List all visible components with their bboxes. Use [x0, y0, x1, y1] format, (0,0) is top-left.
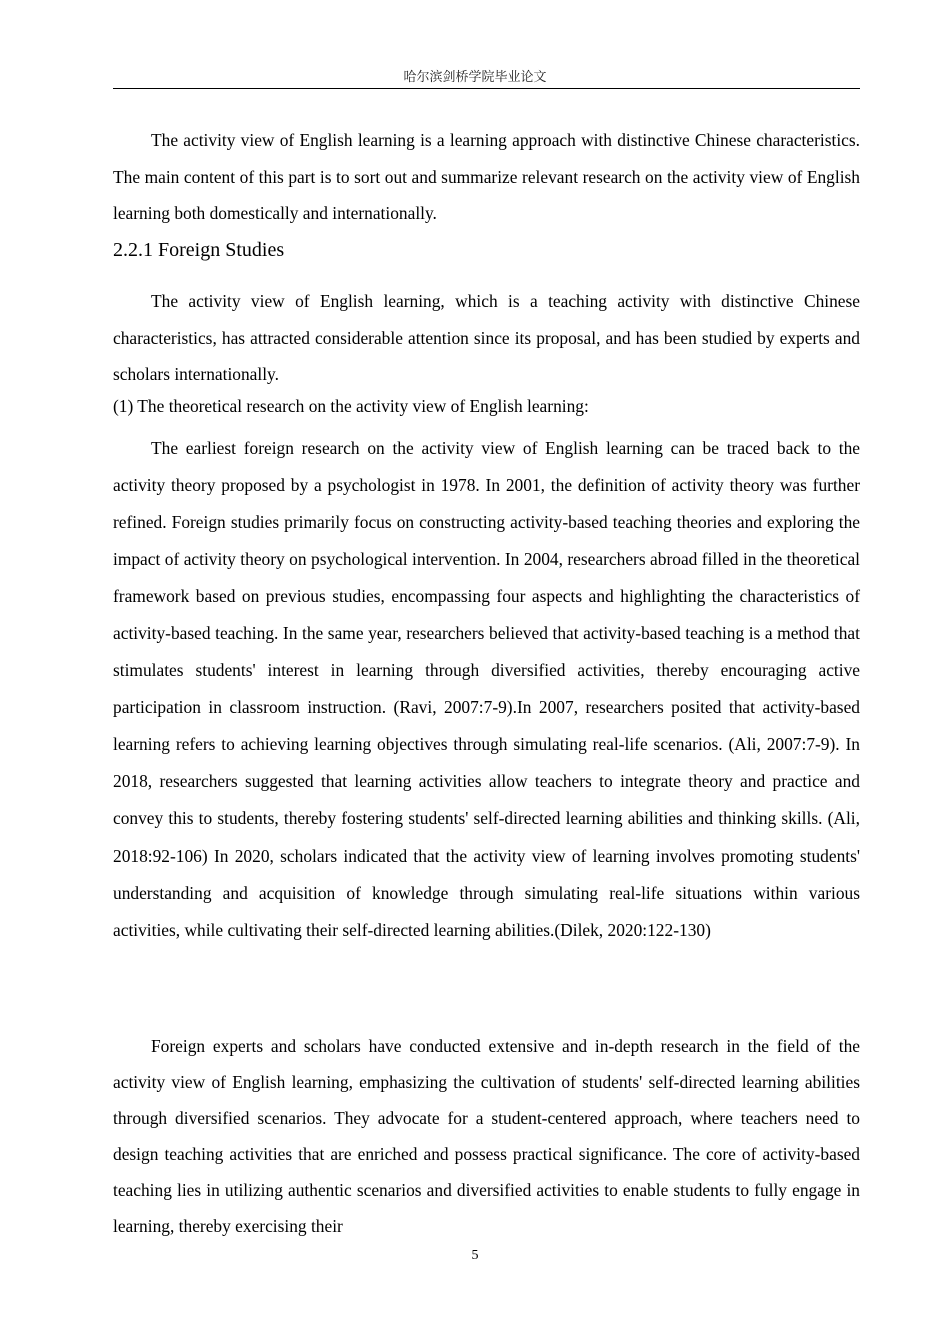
- page-header-title: 哈尔滨剑桥学院毕业论文: [403, 70, 547, 85]
- body-paragraph-1: The activity view of English learning, which is a teaching activity with distinctive Chinese characteristics, has attracted considerable attention since its proposal, and has been studied by experts and scholars internationally.: [113, 291, 860, 384]
- body-paragraph-2: The earliest foreign research on the activity view of English learning can be traced back to the activity theory proposed by a psychologist in 1978. In 2001, the definition of activity theory was further refined. Foreign studies primarily focus on constructing activity-based teaching theories and exploring the impact of activity theory on psychological intervention. In 2004, researchers abroad filled in the theoretical framework based on previous studies, encompassing four aspects and highlighting the characteristics of activity-based teaching. In the same year, researchers believed that activity-based teaching is a method that stimulates students' interest in learning through diversified activities, thereby encouraging active participation in classroom instruction. (Ravi, 2007:7-9).In 2007, researchers posited that activity-based learning refers to achieving learning objectives through simulating real-life scenarios. (Ali, 2007:7-9). In 2018, researchers suggested that learning activities allow teachers to integrate theory and practice and convey this to students, thereby fostering students' self-directed learning abilities and thinking skills. (Ali, 2018:92-106) In 2020, scholars indicated that the activity view of learning involves promoting students' understanding and acquisition of knowledge through simulating real-life situations within various activities, while cultivating their self-directed learning abilities.(Dilek, 2020:122-130): [113, 438, 860, 940]
- body-paragraph-3: Foreign experts and scholars have conducted extensive and in-depth research in the field of the activity view of English learning, emphasizing the cultivation of students' self-directed learning abilities through diversified scenarios. They advocate for a student-centered approach, where teachers need to design teaching activities that are enriched and possess practical significance. The core of activity-based teaching lies in utilizing authentic scenarios and diversified activities to enable students to fully engage in learning, thereby exercising their: [113, 1036, 860, 1237]
- list-item: (1) The theoretical research on the activity view of English learning:: [113, 396, 589, 416]
- intro-paragraph: The activity view of English learning is a learning approach with distinctive Chinese characteristics. The main content of this part is to sort out and summarize relevant research on the activity view of English learning both domestically and internationally.: [113, 130, 860, 223]
- header-divider: [113, 88, 860, 89]
- page-number: 5: [471, 1248, 479, 1263]
- section-heading: 2.2.1 Foreign Studies: [113, 239, 285, 261]
